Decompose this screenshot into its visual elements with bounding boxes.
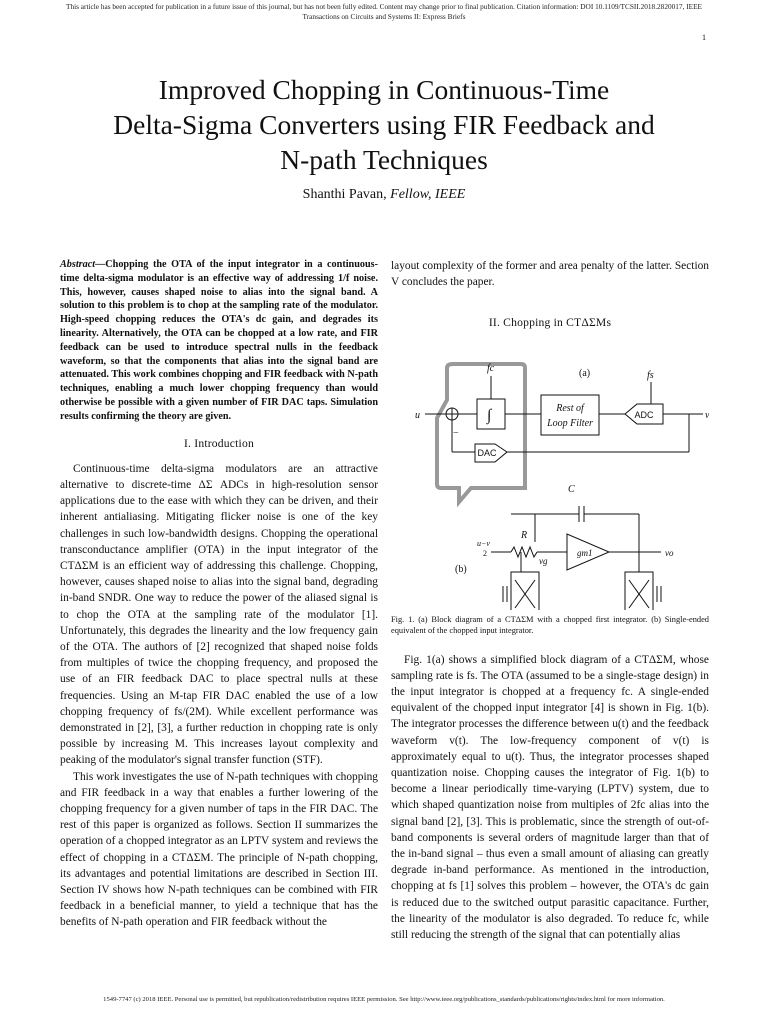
label-u: u bbox=[415, 409, 420, 421]
label-gm: gm1 bbox=[577, 547, 593, 558]
label-vg: vg bbox=[539, 555, 548, 566]
label-a: (a) bbox=[579, 367, 591, 379]
intro-paragraph-1: Continuous-time delta-sigma modulators are an attractive alternative to discrete-time ΔΣ ADCs in high-resolution sensor applications due to the ease with which they can be driven, and their inherent antialiasing. Mitigating flicker noise is one of the key challenges in such low-bandwidth designs. Chopping the operational transconductance amplifier (OTA) in the input integrator of the CTΔΣM is an efficient way of addressing this challenge. Chopping, however, causes shaped noise to alias into the signal band, degrading in-band SNDR. One way to reduce the power of the aliased signal is to chop the OTA at the sampling rate of the modulator [1]. Unfortunately, this degrades the linearity and the low frequency gain of the OTA. The authors of [2] recognized that shaped noise folds from multiples of twice the chopping frequency, and proposed the use of an FIR feedback DAC to place spectral nulls at these frequencies. Using an M-tap FIR DAC enabled the use of a low chopping frequency of fs/(2M). While excellent performance was demonstrated in [2], [3], a further reduction in chopping rate is only possible by increasing M. This increases layout complexity and peaking of the modulator's signal transfer function (STF). bbox=[60, 462, 378, 767]
author-line bbox=[60, 187, 708, 203]
label-r: R bbox=[521, 529, 528, 541]
loop-filter-block bbox=[541, 395, 599, 435]
title-line-1: Improved Chopping in Continuous-Time bbox=[158, 74, 610, 105]
intro-paragraph-2: This work investigates the use of N-path techniques with chopping and FIR feedback in a way that enables a further lowering of the chopping frequency for a given number of taps in the FIR DAC. The rest of this paper is organized as follows. Section II summarizes the operation of a chopped integrator as an LPTV system and reviews the effect of chopping in a CTΔΣM. The principle of N-path chopping, its advantages and potential limitations are described in Section III. Section IV shows how N-path techniques can be combined with FIR feedback in a beneficial manner, to yield a technique that has the benefits of N-path operation and FIR feedback without the bbox=[60, 770, 378, 929]
section-heading-introduction: I. Introduction bbox=[184, 436, 254, 450]
publication-notice bbox=[0, 2, 768, 22]
label-b: (b) bbox=[455, 563, 467, 575]
section-heading-chopping: II. Chopping in CTΔΣMs bbox=[488, 316, 612, 330]
title-line-2: Delta-Sigma Converters using FIR Feedback and bbox=[113, 109, 655, 140]
label-vo: vo bbox=[665, 547, 674, 558]
figure-caption: Fig. 1. (a) Block diagram of a CTΔΣM with a chopped first integrator. (b) Single-ended equivalent of the chopped input integrator. bbox=[391, 614, 709, 635]
label-u-minus-v: u−v bbox=[477, 538, 490, 548]
integral-symbol: ∫ bbox=[487, 406, 492, 424]
label-fc-a: fc bbox=[487, 362, 495, 374]
abstract-text: —Chopping the OTA of the input integrator in a continuous-time delta-sigma modulator is an effective way of addressing 1/f noise. This, however, causes shaped noise to alias into the signal band. A solution to this problem is to chop at the sampling rate of the modulator. High-speed chopping reduces the OTA's dc gain, and degrades its linearity. Alternatively, the OTA can be chopped at a low rate, and FIR feedback can be used to introduce spectral nulls in the feedback waveform, so that the components that alias into the signal band are attenuated. This work combines chopping and FIR feedback with N-path techniques, enabling a much lower chopping frequency than would otherwise be possible with a given number of FIR DAC taps. Simulation results confirming the theory are given. bbox=[60, 259, 378, 422]
chopper-c1 bbox=[511, 572, 539, 610]
label-dac: DAC bbox=[477, 447, 497, 458]
notice-line-1: This article has been accepted for publication in a future issue of this journal, but has not been fully edited. Content may change prior to final publication. Citation information: DOI 10.1109/TCSII.2018.2820017, IEEE bbox=[65, 2, 703, 11]
label-rest: Rest of bbox=[556, 402, 584, 414]
section2-paragraph-1: Fig. 1(a) shows a simplified block diagram of a CTΔΣM, whose sampling rate is fs. The OTA (assumed to be a single-stage design) in the input integrator is chopped at a frequency fc. A single-ended equivalent of the chopped input integrator [4] is shown in Fig. 1(b). The integrator processes the difference between u(t) and the feedback waveform v(t). The low-frequency component of v(t) is approximately equal to u(t). Thus, the integrator processes shaped quantization noise. Chopping causes the integrator of Fig. 1(b) to become a linear periodically time-varying (LPTV) system, due to which shaped quantization noise from multiples of 2fc alias into the signal band [2], [3]. This is problematic, since the strength of out-of-band components is several orders of magnitude larger than that of the in-band signal – thus even a small amount of aliasing can greatly degrade in-band performance. As mentioned in the introduction, chopping at fs [1] solves this problem – however, the OTA's dc gain is reduced due to the switched output parasitic capacitance. Further, the linearity of the modulator is also degraded. To reduce fc, while still reducing the strength of the signal that can potentially alias bbox=[391, 653, 709, 942]
paper-title bbox=[60, 72, 708, 177]
label-loop-filter: Loop Filter bbox=[547, 417, 593, 429]
label-fs: fs bbox=[647, 369, 654, 381]
page-number: 1 bbox=[702, 33, 706, 42]
block-diagram bbox=[391, 338, 709, 610]
author-name: Shanthi Pavan, bbox=[302, 187, 387, 202]
label-two: 2 bbox=[483, 548, 487, 558]
right-column bbox=[391, 258, 709, 943]
copyright-footer: 1549-7747 (c) 2018 IEEE. Personal use is permitted, but republication/redistribution requires IEEE permission. See http://www.ieee.org/publications_standards/publications/rights/index.html for more information. bbox=[103, 996, 665, 1003]
abstract bbox=[60, 258, 378, 424]
label-minus: − bbox=[453, 427, 459, 439]
label-c: C bbox=[568, 483, 575, 495]
highlight-outline bbox=[437, 364, 525, 502]
label-adc: ADC bbox=[634, 409, 654, 420]
figure-1 bbox=[391, 338, 709, 610]
left-column bbox=[60, 258, 378, 931]
abstract-lead: Abstract bbox=[60, 259, 96, 270]
chopper-c2 bbox=[625, 572, 653, 610]
intro-continued: layout complexity of the former and area penalty of the latter. Section V concludes the paper. bbox=[391, 260, 709, 289]
author-affiliation: Fellow, IEEE bbox=[390, 187, 466, 202]
title-line-3: N-path Techniques bbox=[280, 144, 488, 175]
notice-line-2: Transactions on Circuits and Systems II: Express Briefs bbox=[302, 12, 466, 21]
label-v bbox=[705, 410, 709, 421]
